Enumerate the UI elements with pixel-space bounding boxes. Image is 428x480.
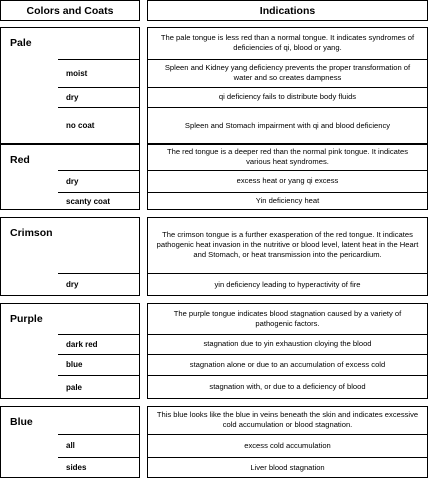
purple-coat-pale: pale (66, 382, 83, 392)
pale-coat-dry: dry (66, 92, 79, 102)
crimson-coat-dry: dry (66, 280, 79, 289)
blue-indication-all: excess cold accumulation (244, 440, 331, 450)
blue-coat-sides: sides (66, 463, 87, 472)
blue-color-label: Blue (10, 416, 33, 428)
pale-indication-moist: Spleen and Kidney yang deficiency prevents the proper transformation of water and so creates dampness (164, 63, 411, 82)
red-coat-scanty-coat: scanty coat (66, 196, 111, 206)
purple-coat-dark-red: dark red (66, 339, 98, 349)
red-indication-scanty-coat: Yin deficiency heat (255, 196, 320, 205)
purple-indication-summary: The purple tongue indicates blood stagnation caused by a variety of pathogenic factors. (173, 308, 402, 328)
pale-indication-no-coat: Spleen and Stomach impairment with qi and blood deficiency (184, 120, 391, 130)
purple-color-label: Purple (10, 313, 43, 325)
pale-indication-summary: The pale tongue is less red than a normal tongue. It indicates syndromes of deficiencies of qi, blood or yang. (160, 33, 415, 52)
blue-indication-sides: Liver blood stagnation (250, 462, 325, 472)
purple-indication-blue: stagnation alone or due to an accumulation of excess cold (189, 359, 386, 369)
pale-coat-no-coat: no coat (66, 121, 95, 130)
pale-indication-dry: qi deficiency fails to distribute body fluids (218, 92, 357, 101)
blue-indication-summary: This blue looks like the blue in veins beneath the skin and indicates excessive cold accumulation or blood stagnation. (156, 410, 419, 429)
crimson-indication-summary: The crimson tongue is a further exasperation of the red tongue. It indicates pathogenic heat invasion in the nutritive or blood level, latent heat in the Heart and Stomach, or heat transmission into the pericardium. (156, 230, 419, 259)
purple-indication-dark-red: stagnation due to yin exhaustion cloying the blood (203, 339, 372, 348)
red-indication-summary: The red tongue is a deeper red than the normal pink tongue. It indicates various heat syndromes. (166, 147, 409, 166)
header-colors-and-coats: Colors and Coats (0, 0, 140, 21)
red-indication-dry: excess heat or yang qi excess (236, 176, 339, 185)
purple-coat-blue: blue (66, 360, 83, 369)
purple-indication-pale: stagnation with, or due to a deficiency of blood (209, 382, 366, 391)
crimson-indication-dry: yin deficiency leading to hyperactivity of fire (214, 279, 361, 289)
pale-color-label: Pale (10, 37, 32, 49)
header-indications: Indications (147, 0, 428, 21)
blue-coat-all: all (66, 441, 75, 450)
red-coat-dry: dry (66, 176, 79, 186)
red-color-label: Red (10, 154, 30, 166)
pale-coat-moist: moist (66, 68, 88, 78)
crimson-color-label: Crimson (10, 227, 53, 239)
